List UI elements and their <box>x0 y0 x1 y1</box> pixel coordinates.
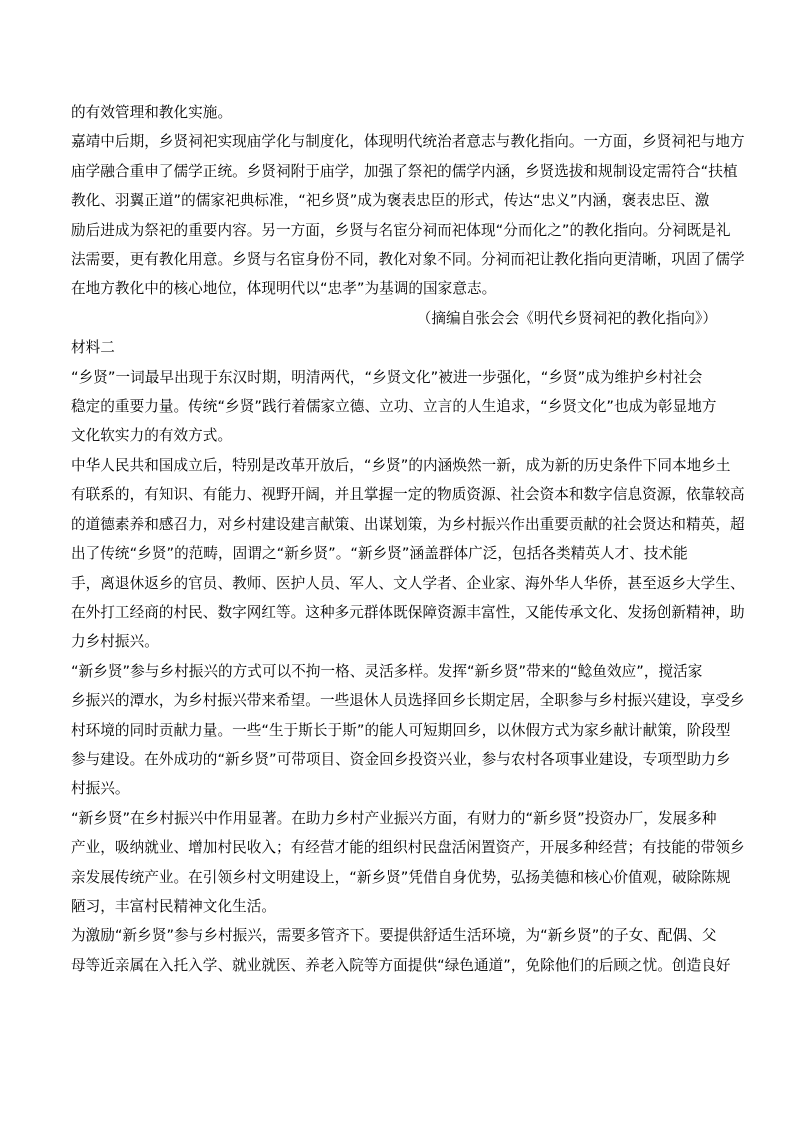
text-line: 法需要，更有教化用意。乡贤与名宦身份不同，教化对象不同。分祠而祀让教化指向更清晰，巩固了儒学 <box>71 251 745 269</box>
source-citation <box>71 304 723 333</box>
text-line: 励后进成为祭祀的重要内容。另一方面，乡贤与名宦分祠而祀体现“分而化之”的教化指向。分祠既是礼 <box>71 221 731 239</box>
paragraph-continued <box>71 98 723 127</box>
text-line: 亲发展传统产业。在引领乡村文明建设上，“新乡贤”凭借自身优势，弘扬美德和核心价值观，破除陈规 <box>71 868 731 886</box>
text-line: 的有效管理和教化实施。 <box>71 104 233 121</box>
paragraph-jiajing-shrine <box>71 127 745 303</box>
text-line: 村振兴。 <box>71 780 130 798</box>
text-line: 为激励“新乡贤”参与乡村振兴，需要多管齐下。要提供舒适生活环境，为“新乡贤”的子女、配偶、父 <box>71 927 717 945</box>
text-line: 嘉靖中后期，乡贤祠祀实现庙学化与制度化，体现明代统治者意志与教化指向。一方面，乡贤祠祀与地方 <box>71 133 745 151</box>
text-line: 力乡村振兴。 <box>71 633 159 651</box>
text-line: 母等近亲属在入托入学、就业就医、养老入院等方面提供“绿色通道”，免除他们的后顾之忧。创造良好 <box>71 956 731 974</box>
text-line: 文化软实力的有效方式。 <box>71 427 233 445</box>
text-line: 在外打工经商的村民、数字网红等。这种多元群体既保障资源丰富性，又能传承文化、发扬创新精神，助 <box>71 603 745 621</box>
text-line: 教化、羽翼正道”的儒家祀典标准，“祀乡贤”成为褒表忠臣的形式，传达“忠义”内涵，褒表忠臣、激 <box>71 192 710 210</box>
text-line: 乡振兴的潭水，为乡村振兴带来希望。一些退休人员选择回乡长期定居，全职参与乡村振兴建设，享受乡 <box>71 692 745 710</box>
text-line: 参与建设。在外成功的“新乡贤”可带项目、资金回乡投资兴业，参与农村各项事业建设，专项型助力乡 <box>71 750 731 768</box>
text-line: （摘编自张会会《明代乡贤祠祀的教化指向》） <box>416 309 717 327</box>
text-line: 的道德素养和感召力，对乡村建设建言献策、出谋划策，为乡村振兴作出重要贡献的社会贤达和精英，超 <box>71 515 745 533</box>
document-page <box>71 98 745 980</box>
text-line: 材料二 <box>71 339 115 357</box>
text-line: “新乡贤”参与乡村振兴的方式可以不拘一格、灵活多样。发挥“新乡贤”带来的“鲶鱼效应”，搅活家 <box>71 662 703 680</box>
paragraph-participation-ways <box>71 657 745 804</box>
text-line: 庙学融合重申了儒学正统。乡贤祠附于庙学，加强了祭祀的儒学内涵，乡贤选拔和规制设定需符合“扶植 <box>71 162 738 180</box>
paragraph-new-xiangxian <box>71 451 745 657</box>
text-line: 中华人民共和国成立后，特别是改革开放后，“乡贤”的内涵焕然一新，成为新的历史条件下同本地乡土 <box>71 456 731 474</box>
text-line: “乡贤”一词最早出现于东汉时期，明清两代，“乡贤文化”被进一步强化，“乡贤”成为维护乡村社会 <box>71 368 703 386</box>
paragraph-xiangxian-origin <box>71 363 723 451</box>
text-line: 产业，吸纳就业、增加村民收入；有经营才能的组织村民盘活闲置资产，开展多种经营；有技能的带领乡 <box>71 839 745 857</box>
text-line: 稳定的重要力量。传统“乡贤”践行着儒家立德、立功、立言的人生追求，“乡贤文化”也成为彰显地方 <box>71 398 717 416</box>
text-line: 陋习，丰富村民精神文化生活。 <box>71 897 277 915</box>
section-heading-material-two <box>71 333 723 362</box>
text-line: 在地方教化中的核心地位，体现明代以“忠孝”为基调的国家意志。 <box>71 280 497 298</box>
paragraph-role <box>71 804 745 922</box>
text-line: 出了传统“乡贤”的范畴，固谓之“新乡贤”。“新乡贤”涵盖群体广泛，包括各类精英人才、技术能 <box>71 545 688 563</box>
text-line: “新乡贤”在乡村振兴中作用显著。在助力乡村产业振兴方面，有财力的“新乡贤”投资办厂，发展多种 <box>71 809 717 827</box>
text-line: 有联系的，有知识、有能力、视野开阔，并且掌握一定的物质资源、社会资本和数字信息资源，依靠较高 <box>71 486 745 504</box>
text-line: 村环境的同时贡献力量。一些“生于斯长于斯”的能人可短期回乡，以休假方式为家乡献计献策，阶段型 <box>71 721 731 739</box>
text-line: 手，离退休返乡的官员、教师、医护人员、军人、文人学者、企业家、海外华人华侨，甚至返乡大学生、 <box>71 574 745 592</box>
paragraph-incentive <box>71 921 731 980</box>
